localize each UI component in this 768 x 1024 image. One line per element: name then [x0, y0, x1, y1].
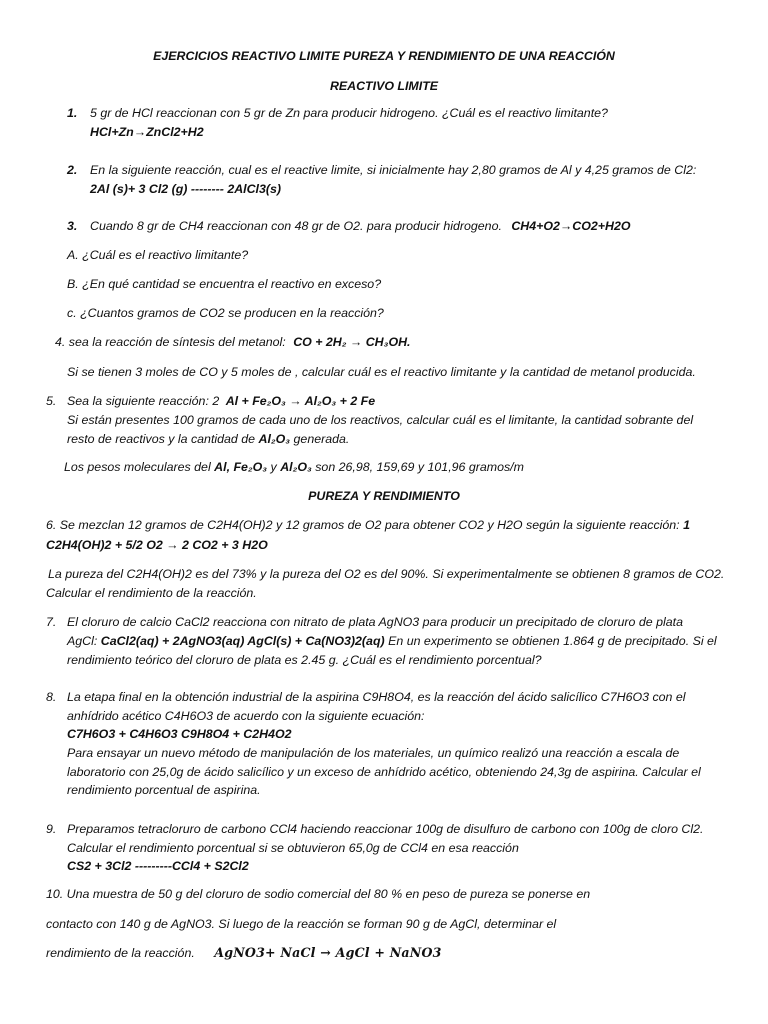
problem-9-number: 9. — [46, 822, 57, 836]
document-title: EJERCICIOS REACTIVO LIMITE PUREZA Y RENDIMIENTO DE UNA REACCIÓN — [153, 49, 615, 63]
problem-5-number: 5. — [46, 394, 57, 408]
problem-7-agcl-label: AgCl: — [67, 634, 98, 648]
problem-5-line-3-formula: Al₂O₃ — [258, 432, 291, 446]
problem-6-line-3: La pureza del C2H4(OH)2 es del 73% y la pureza del O2 es del 90%. Si experimentalmente se obtienen 8 gramos de CO2. — [48, 567, 725, 581]
problem-8-line-6: rendimiento porcentual de aspirina. — [67, 783, 261, 797]
problem-5-equation: Al + Fe₂O₃ → Al₂O₃ + 2 Fe — [225, 394, 376, 408]
problem-10-line-3 — [46, 945, 442, 961]
problem-6-coefficient: 1 — [683, 518, 690, 532]
problem-1-number: 1. — [67, 106, 78, 120]
problem-5-line-2: Si están presentes 100 gramos de cada uno de los reactivos, calcular cuál es el limitante, la cantidad sobrante del — [67, 413, 694, 427]
problem-7-equation: CaCl2(aq) + 2AgNO3(aq) AgCl(s) + Ca(NO3)2(aq) — [100, 634, 385, 648]
problem-2-equation: 2Al (s)+ 3 Cl2 (g) -------- 2AlCl3(s) — [90, 182, 282, 196]
problem-2-number: 2. — [67, 163, 78, 177]
problem-8-line-2: anhídrido acético C4H6O3 de acuerdo con la siguiente ecuación: — [67, 709, 425, 723]
problem-4-equation: CO + 2H₂ → CH₃OH. — [293, 335, 411, 349]
problem-10-line-1: 10. Una muestra de 50 g del cloruro de sodio comercial del 80 % en peso de pureza se ponerse en — [46, 887, 591, 901]
problem-8-line-1: La etapa final en la obtención industrial de la aspirina C9H8O4, es la reacción del ácido salicílico C7H6O3 con el — [67, 690, 686, 704]
problem-6-equation: C2H4(OH)2 + 5/2 O2 → 2 CO2 + 3 H2O — [46, 538, 268, 552]
problem-7-line-2 — [67, 633, 717, 649]
problem-6-line-4: Calcular el rendimiento de la reacción. — [46, 586, 257, 600]
problem-6-statement: 6. Se mezclan 12 gramos de C2H4(OH)2 y 12 gramos de O2 para obtener CO2 y H2O según la siguiente reacción: — [46, 518, 680, 532]
problem-10-equation: AgNO3+ NaCl → AgCl + NaNO3 — [214, 945, 442, 960]
problem-8-number: 8. — [46, 690, 57, 704]
problem-8-equation: C7H6O3 + C4H6O3 C9H8O4 + C2H4O2 — [67, 727, 292, 741]
problem-5-line-1 — [67, 393, 375, 409]
problem-3-question-b: B. ¿En qué cantidad se encuentra el reactivo en exceso? — [67, 277, 382, 291]
problem-7-line-3: rendimiento teórico del cloruro de plata es 2.45 g. ¿Cuál es el rendimiento porcentual? — [67, 653, 542, 667]
problem-5-statement: Sea la siguiente reacción: 2 — [67, 394, 220, 408]
problem-7-number: 7. — [46, 615, 57, 629]
problem-6-line-1 — [46, 517, 690, 533]
problem-8-line-5: laboratorio con 25,0g de ácido salicílico y un exceso de anhídrido acético, obteniendo 24,3g de aspirina. Calcular el — [67, 765, 701, 779]
problem-1-text: 5 gr de HCl reaccionan con 5 gr de Zn para producir hidrogeno. ¿Cuál es el reactivo limitante? — [90, 106, 608, 120]
problem-3-text — [90, 218, 631, 234]
molecular-weights-line — [64, 459, 524, 475]
problem-7-line-1: El cloruro de calcio CaCl2 reacciona con nitrato de plata AgNO3 para producir un precipitado de cloruro de plata — [67, 615, 683, 629]
problem-2-text: En la siguiente reacción, cual es el reactive limite, si inicialmente hay 2,80 gramos de Al y 4,25 gramos de Cl2: — [90, 163, 697, 177]
problem-4-line-2: Si se tienen 3 moles de CO y 5 moles de , calcular cuál es el reactivo limitante y la cantidad de metanol producida. — [67, 365, 696, 379]
section-heading-pureza: PUREZA Y RENDIMIENTO — [308, 489, 460, 503]
problem-5-line-3-text: resto de reactivos y la cantidad de — [67, 432, 256, 446]
molecular-weights-conjunction: y — [270, 460, 277, 474]
problem-4-statement: 4. sea la reacción de síntesis del metanol: — [55, 335, 286, 349]
problem-5-line-3-end: generada. — [293, 432, 350, 446]
problem-9-line-2: Calcular el rendimiento porcentual si se obtuvieron 65,0g de CCl4 en esa reacción — [67, 841, 519, 855]
problem-4-line-1 — [55, 334, 410, 350]
problem-10-line-2: contacto con 140 g de AgNO3. Si luego de la reacción se forman 90 g de AgCl, determinar el — [46, 917, 557, 931]
problem-9-equation: CS2 + 3Cl2 ---------CCl4 + S2Cl2 — [67, 859, 249, 873]
section-heading-reactivo-limite: REACTIVO LIMITE — [329, 79, 439, 93]
problem-1-equation: HCl+Zn→ZnCl2+H2 — [90, 125, 204, 139]
problem-3-question-c: c. ¿Cuantos gramos de CO2 se producen en la reacción? — [67, 306, 384, 320]
problem-10-statement: rendimiento de la reacción. — [46, 946, 195, 960]
molecular-weights-values: son 26,98, 159,69 y 101,96 gramos/m — [315, 460, 524, 474]
molecular-weights-text: Los pesos moleculares del — [64, 460, 211, 474]
problem-5-line-3 — [67, 431, 349, 447]
problem-3-question-a: A. ¿Cuál es el reactivo limitante? — [67, 248, 249, 262]
problem-8-line-4: Para ensayar un nuevo método de manipulación de los materiales, un químico realizó una reacción a escala de — [67, 746, 680, 760]
molecular-weights-formulas: Al, Fe₂O₃ — [214, 460, 268, 474]
problem-3-number: 3. — [67, 219, 78, 233]
problem-3-statement: Cuando 8 gr de CH4 reaccionan con 48 gr de O2. para producir hidrogeno. — [90, 219, 502, 233]
problem-7-statement-cont: En un experimento se obtienen 1.864 g de precipitado. Si el — [388, 634, 717, 648]
molecular-weights-formula-2: Al₂O₃ — [280, 460, 312, 474]
problem-3-equation: CH4+O2→CO2+H2O — [511, 219, 631, 233]
problem-9-line-1: Preparamos tetracloruro de carbono CCl4 haciendo reaccionar 100g de disulfuro de carbono con 100g de cloro Cl2. — [67, 822, 704, 836]
